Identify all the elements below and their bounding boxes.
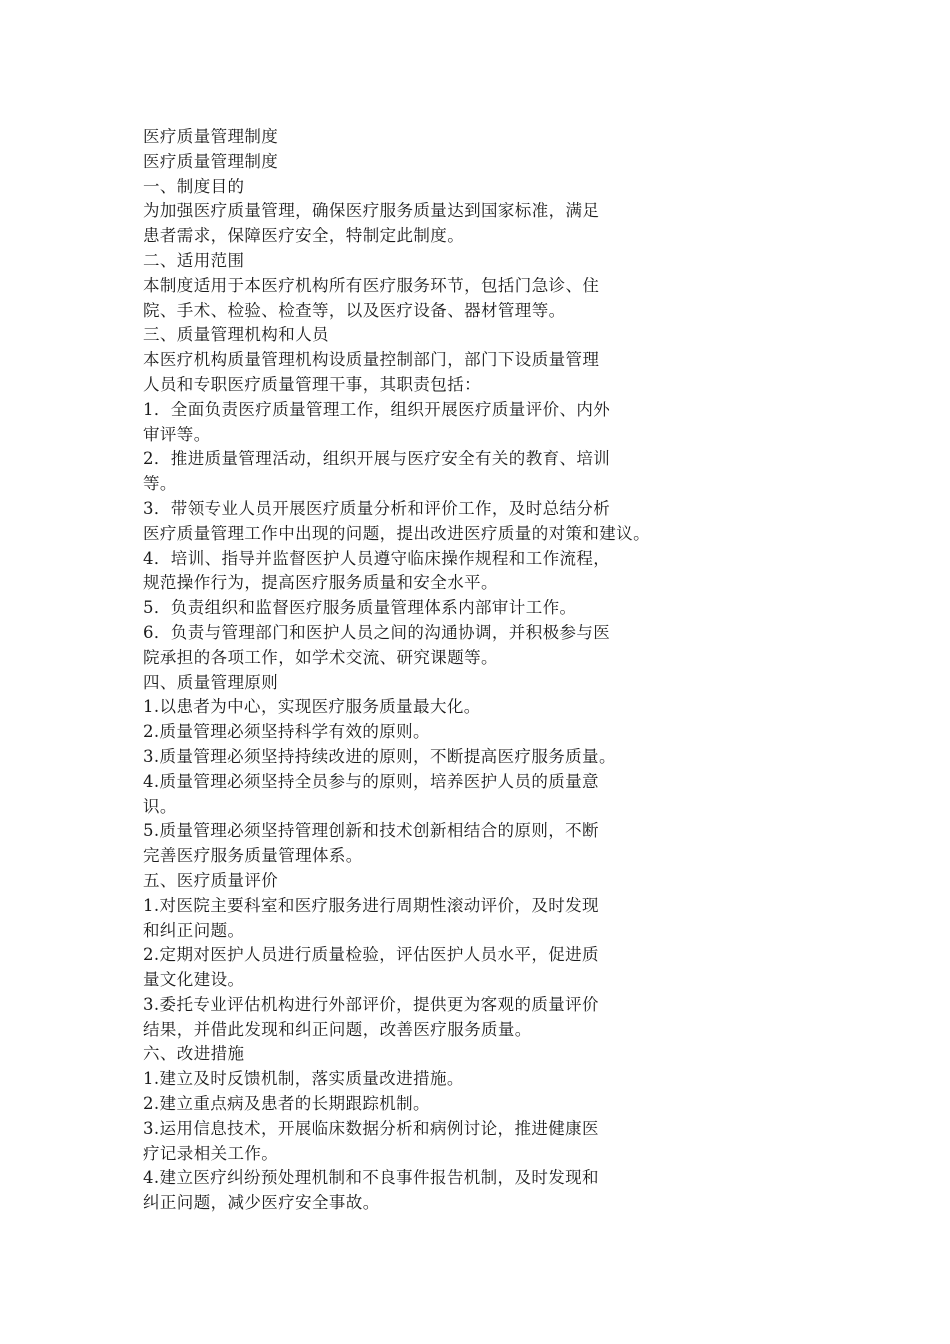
- list-item-line: 2.定期对医护人员进行质量检验，评估医护人员水平，促进质: [143, 945, 599, 965]
- document-subtitle: 医疗质量管理制度: [143, 151, 279, 171]
- section-heading: 四、质量管理原则: [143, 672, 279, 692]
- list-item-line: 1.对医院主要科室和医疗服务进行周期性滚动评价，及时发现: [143, 895, 599, 915]
- list-item-line: 审评等。: [143, 424, 211, 444]
- list-item-line: 和纠正问题。: [143, 920, 245, 940]
- list-item-line: 4.建立医疗纠纷预处理机制和不良事件报告机制，及时发现和: [143, 1168, 599, 1188]
- list-item-line: 规范操作行为，提高医疗服务质量和安全水平。: [143, 573, 498, 593]
- list-item-line: 4.质量管理必须坚持全员参与的原则，培养医护人员的质量意: [143, 771, 599, 791]
- list-item-line: 量文化建设。: [143, 970, 245, 990]
- list-item-line: 3.质量管理必须坚持持续改进的原则，不断提高医疗服务质量。: [143, 746, 616, 766]
- list-item-line: 3.运用信息技术，开展临床数据分析和病例讨论，推进健康医: [143, 1118, 599, 1138]
- section-heading: 一、制度目的: [143, 176, 245, 196]
- list-item-line: 2.质量管理必须坚持科学有效的原则。: [143, 722, 430, 742]
- section-heading: 五、医疗质量评价: [143, 870, 279, 890]
- list-item-line: 纠正问题，减少医疗安全事故。: [143, 1193, 380, 1213]
- list-item-line: 医疗质量管理工作中出现的问题，提出改进医疗质量的对策和建议。: [143, 523, 650, 543]
- document-title: 医疗质量管理制度: [143, 127, 279, 146]
- list-item-line: 6．负责与管理部门和医护人员之间的沟通协调，并积极参与医: [143, 622, 611, 642]
- list-item-line: 1．全面负责医疗质量管理工作，组织开展医疗质量评价、内外: [143, 399, 611, 419]
- section-heading: 二、适用范围: [143, 250, 245, 270]
- list-item-line: 完善医疗服务质量管理体系。: [143, 846, 363, 866]
- list-item-line: 5.质量管理必须坚持管理创新和技术创新相结合的原则，不断: [143, 821, 599, 841]
- section-heading: 三、质量管理机构和人员: [143, 325, 329, 345]
- paragraph-line: 为加强医疗质量管理，确保医疗服务质量达到国家标准，满足: [143, 201, 600, 221]
- list-item-line: 疗记录相关工作。: [143, 1143, 279, 1163]
- paragraph-line: 患者需求，保障医疗安全，特制定此制度。: [143, 226, 465, 246]
- section-heading: 六、改进措施: [143, 1044, 245, 1064]
- list-item-line: 3.委托专业评估机构进行外部评价，提供更为客观的质量评价: [143, 994, 599, 1014]
- list-item-line: 5．负责组织和监督医疗服务质量管理体系内部审计工作。: [143, 598, 577, 618]
- list-item-line: 4．培训、指导并监督医护人员遵守临床操作规程和工作流程，: [143, 548, 611, 568]
- document-body: [143, 125, 733, 1216]
- list-item-line: 1.建立及时反馈机制，落实质量改进措施。: [143, 1069, 464, 1089]
- list-item-line: 2．推进质量管理活动，组织开展与医疗安全有关的教育、培训: [143, 449, 611, 469]
- list-item-line: 等。: [143, 474, 177, 494]
- list-item-line: 院承担的各项工作，如学术交流、研究课题等。: [143, 647, 498, 667]
- list-item-line: 识。: [143, 796, 177, 816]
- list-item-line: 2.建立重点病及患者的长期跟踪机制。: [143, 1094, 430, 1114]
- paragraph-line: 本制度适用于本医疗机构所有医疗服务环节，包括门急诊、住: [143, 275, 600, 295]
- list-item-line: 1.以患者为中心，实现医疗服务质量最大化。: [143, 697, 481, 717]
- paragraph-line: 院、手术、检验、检查等，以及医疗设备、器材管理等。: [143, 300, 566, 320]
- list-item-line: 结果，并借此发现和纠正问题，改善医疗服务质量。: [143, 1019, 532, 1039]
- list-item-line: 3．带领专业人员开展医疗质量分析和评价工作，及时总结分析: [143, 498, 611, 518]
- paragraph-line: 本医疗机构质量管理机构设质量控制部门，部门下设质量管理: [143, 350, 600, 370]
- paragraph-line: 人员和专职医疗质量管理干事，其职责包括：: [143, 374, 481, 394]
